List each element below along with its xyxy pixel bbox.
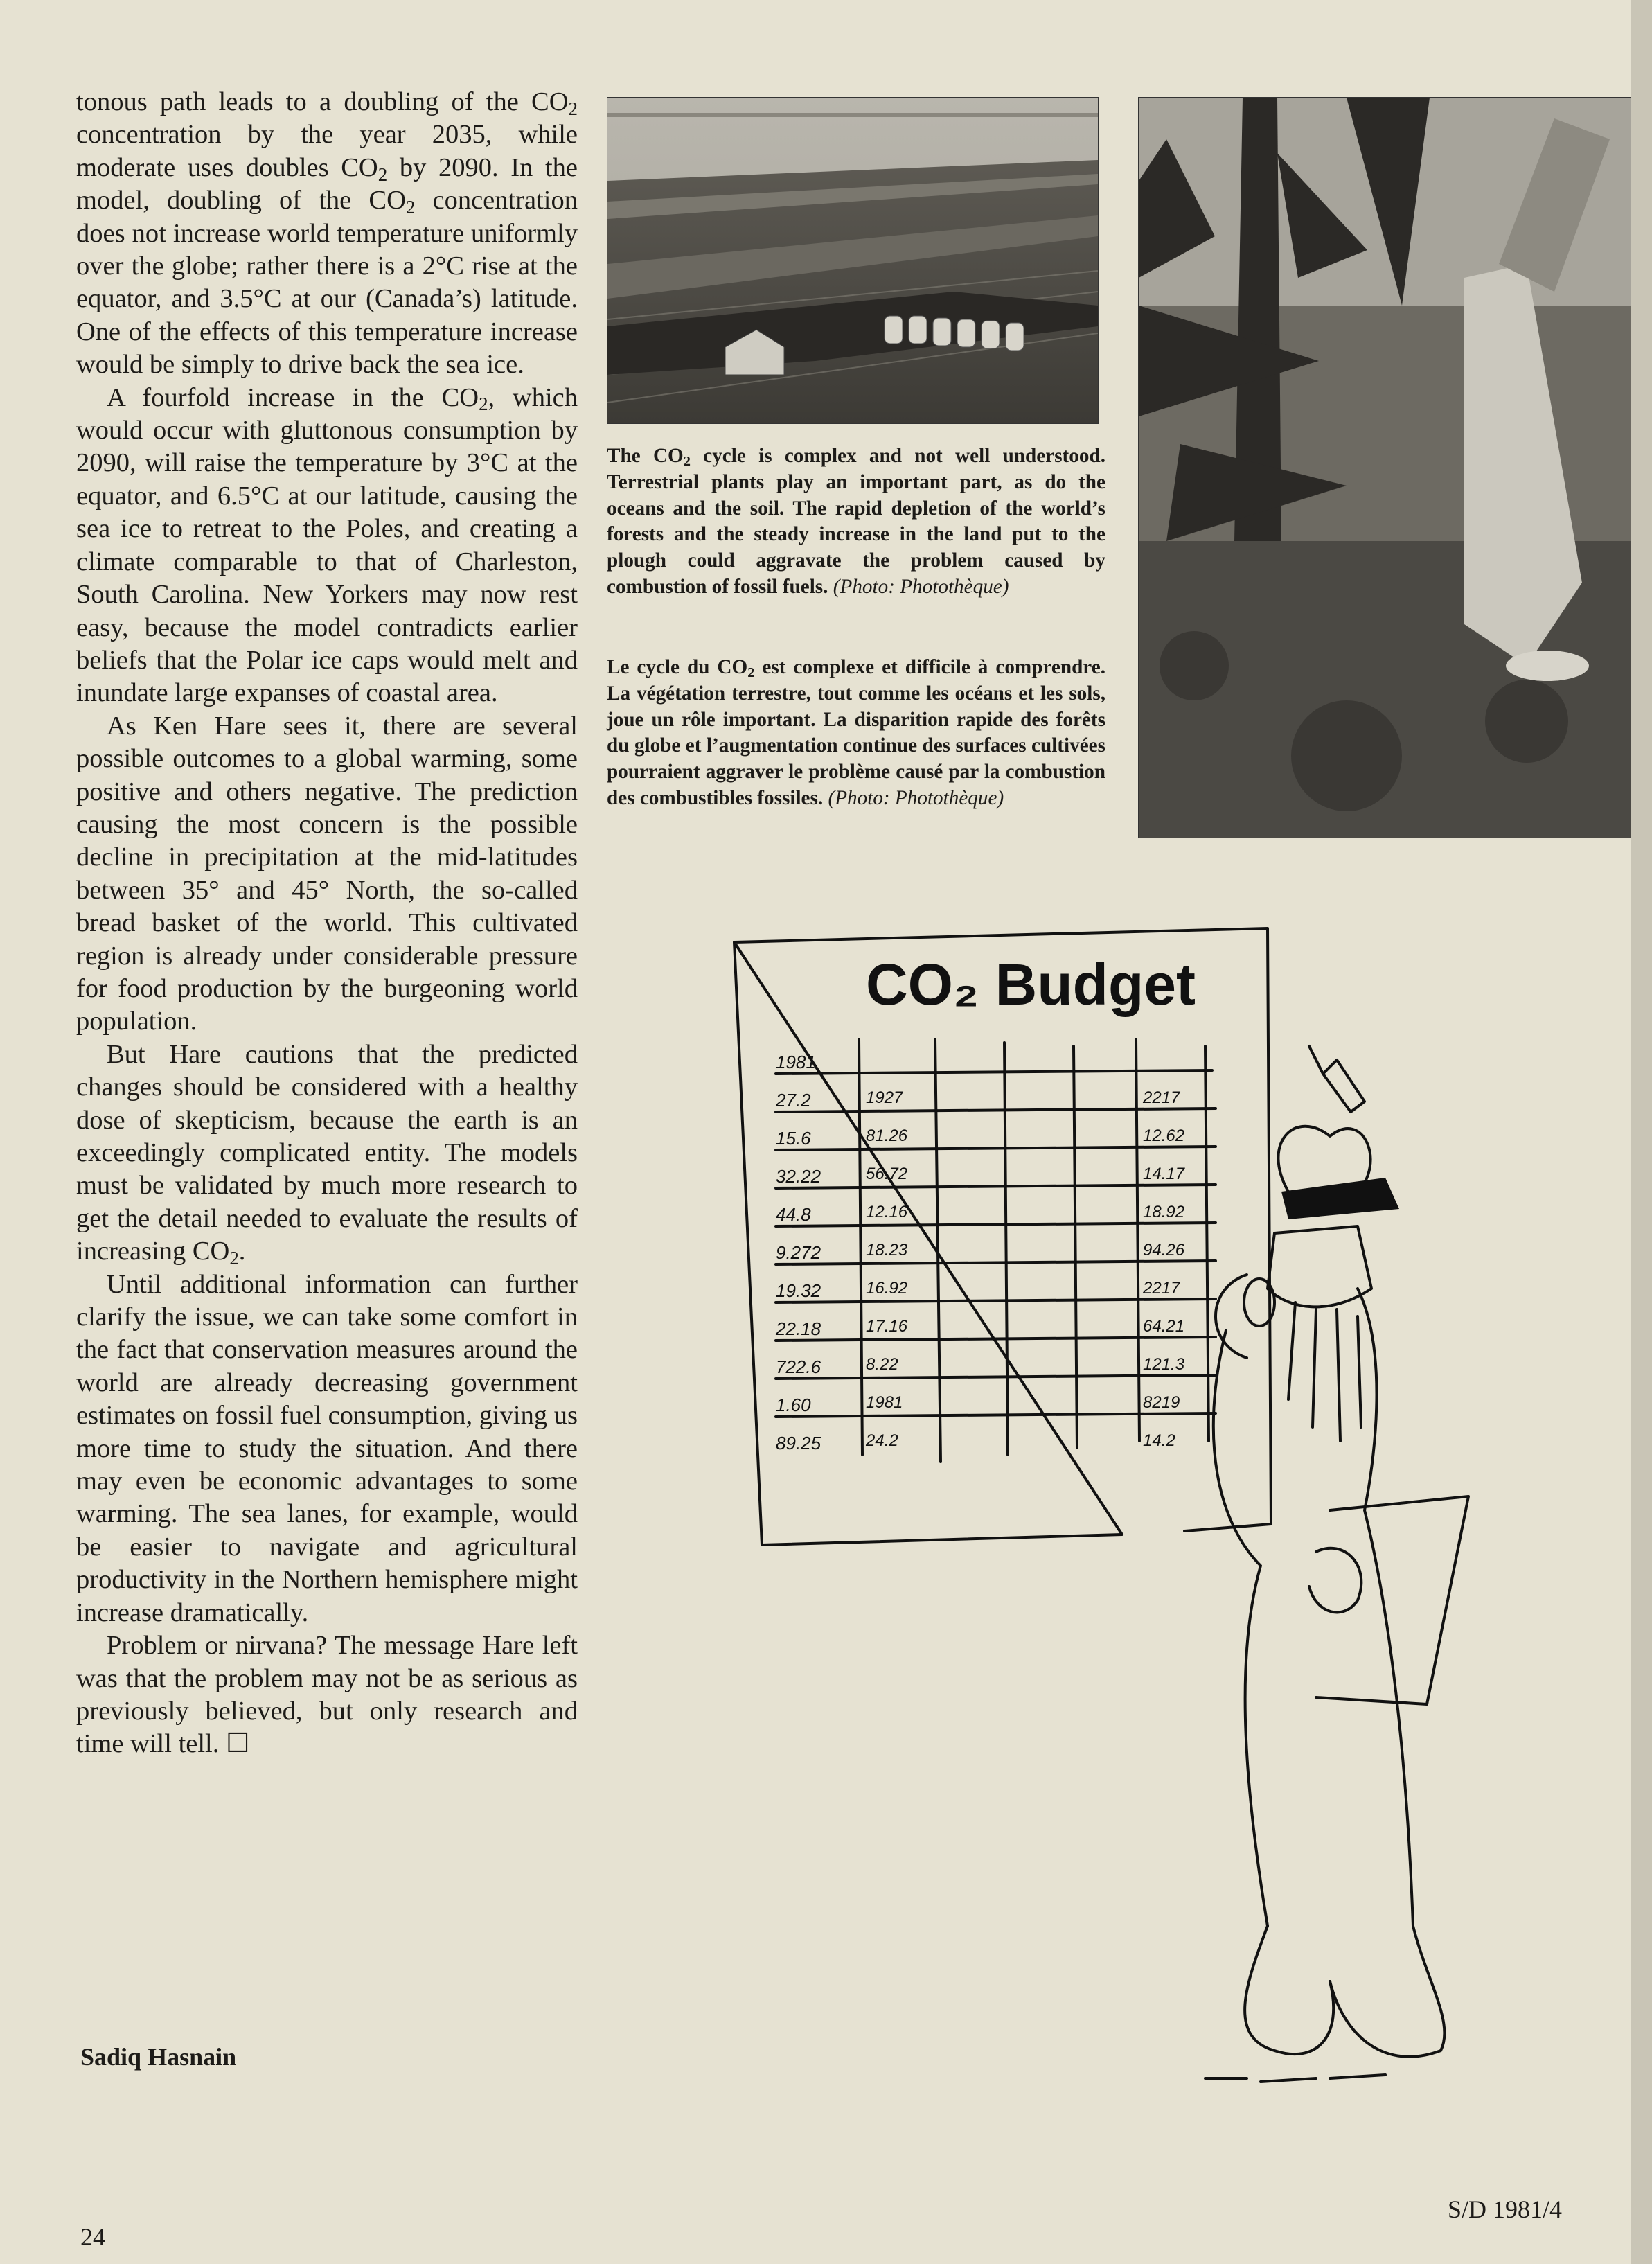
budget-cell: 18.23 [866, 1241, 908, 1259]
budget-cell: 19.32 [776, 1280, 821, 1301]
page-number: 24 [80, 2223, 105, 2251]
budget-cell: 1.60 [776, 1395, 811, 1415]
byline: Sadiq Hasnain [80, 2043, 237, 2071]
co2-budget-cartoon [720, 901, 1538, 2120]
caption-english-credit: (Photo: Photothèque) [833, 575, 1009, 598]
budget-cell: 89.25 [776, 1433, 821, 1453]
budget-cell: 9.272 [776, 1242, 821, 1263]
budget-cell: 14.17 [1143, 1165, 1185, 1183]
budget-cell: 81.26 [866, 1126, 908, 1145]
budget-cell: 8.22 [866, 1355, 898, 1374]
budget-cell: 27.2 [776, 1090, 811, 1111]
article-paragraph: As Ken Hare sees it, there are several possible outcomes to a global warming, some positive and others negative. The prediction causing the most concern is the possible decline in precipitation at the mid-latitudes between 35° and 45° North, the so-called bread basket of the world. This cultivated region is already under considerable pressure for food production by the burgeoning world population. [76, 711, 578, 1036]
budget-cell: 32.22 [776, 1166, 821, 1187]
article-body [76, 86, 578, 1761]
caption-french-text: Le cycle du CO2 est complexe et difficile à comprendre. La végétation terrestre, tout comme les océans et les sols, joue un rôle important. La disparition rapide des forêts du globe et l’augmentation continue des surfaces cultivées pourraient aggraver le problème causé par la combustion des combustibles fossiles. [607, 656, 1105, 809]
cartoon-title: CO₂ Budget [866, 952, 1196, 1017]
budget-cell: 56.72 [866, 1165, 908, 1183]
budget-cell: 1981 [866, 1393, 903, 1412]
article-paragraph: tonous path leads to a doubling of the CO2 concentration by the year 2035, while moderate uses doubles CO2 by 2090. In the model, doubling of the CO2 concentration does not increase world temperature uniformly over the globe; rather there is a 2°C rise at the equator, and 3.5°C at our (Canada’s) latitude. One of the effects of this temperature increase would be simply to drive back the sea ice. [76, 87, 578, 380]
budget-cell: 18.92 [1143, 1203, 1185, 1221]
article-paragraph: But Hare cautions that the predicted changes should be considered with a healthy dose of skepticism, because the earth is an exceedingly complicated entity. The models must be validated by much more research to get the detail needed to evaluate the results of increasing CO2. [76, 1039, 578, 1268]
budget-cell: 2217 [1143, 1088, 1180, 1107]
caption-english [607, 443, 1105, 601]
caption-french [607, 655, 1105, 812]
budget-cell: 94.26 [1143, 1241, 1185, 1259]
budget-cell: 2217 [1143, 1279, 1180, 1298]
budget-cell: 1927 [866, 1088, 903, 1107]
caption-english-text: The CO2 cycle is complex and not well understood. Terrestrial plants play an important part, as do the oceans and the soil. The rapid depletion of the world’s forests and the steady increase in the land put to the plough could aggravate the problem caused by combustion of fossil fuels. [607, 445, 1105, 598]
budget-cell: 12.16 [866, 1203, 908, 1221]
budget-cell: 17.16 [866, 1317, 908, 1336]
budget-cell: 16.92 [866, 1279, 908, 1298]
issue-label: S/D 1981/4 [1448, 2195, 1563, 2223]
article-paragraph: Until additional information can further clarify the issue, we can take some comfort in the fact that conservation measures around the world are already decreasing government estimates on fossil fuel consumption, giving us more time to study the situation. And there may even be economic advantages to some warming. The sea lanes, for example, would be easier to navigate and agricultural productivity in the Northern hemisphere might increase dramatically. [76, 1269, 578, 1627]
budget-cell: 24.2 [866, 1431, 898, 1450]
budget-cell: 722.6 [776, 1356, 821, 1377]
page-edge [1631, 0, 1652, 2264]
article-paragraph: A fourfold increase in the CO2, which would occur with gluttonous consumption by 2090, will raise the temperature by 3°C at the equator, and 6.5°C at our latitude, causing the sea ice to retreat to the Poles, and creating a climate comparable to that of Charleston, South Carolina. New Yorkers may now rest easy, because the model contradicts earlier beliefs that the Polar ice caps would melt and inundate large expanses of coastal area. [76, 382, 578, 708]
budget-cell: 44.8 [776, 1204, 811, 1225]
forest-photo [1138, 97, 1631, 838]
budget-cell: 14.2 [1143, 1431, 1175, 1450]
farmland-photo [607, 97, 1099, 424]
caption-french-credit: (Photo: Photothèque) [828, 786, 1004, 809]
budget-cell: 64.21 [1143, 1317, 1185, 1336]
article-paragraph: Problem or nirvana? The message Hare left was that the problem may not be as serious as previously believed, but only research and time will tell. ☐ [76, 1631, 578, 1759]
budget-cell: 1981 [776, 1052, 816, 1072]
budget-cell: 121.3 [1143, 1355, 1185, 1374]
budget-cell: 22.18 [776, 1318, 821, 1339]
budget-cell: 8219 [1143, 1393, 1180, 1412]
budget-cell: 15.6 [776, 1128, 811, 1149]
budget-cell: 12.62 [1143, 1126, 1185, 1145]
